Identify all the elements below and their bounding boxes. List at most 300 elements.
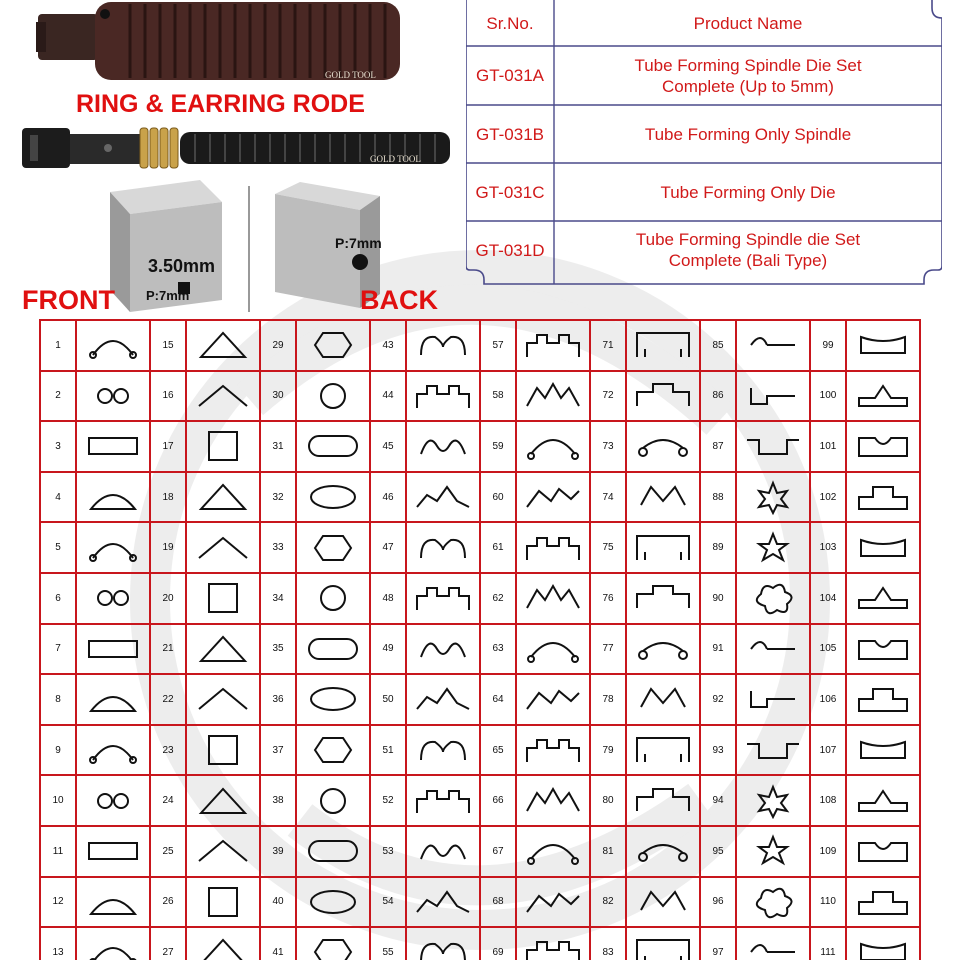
profile-row [40,927,920,960]
profile-shape [406,472,480,523]
profile-number: 45 [370,421,406,472]
profile-number: 69 [480,927,516,960]
profile-number: 11 [40,826,76,877]
profile-number: 43 [370,320,406,371]
profile-shape [516,624,590,675]
header-sr-no: Sr.No. [486,13,534,33]
profile-shape [516,573,590,624]
profile-shape [846,573,920,624]
profile-number: 68 [480,877,516,928]
profile-number: 107 [810,725,846,776]
profile-number: 12 [40,877,76,928]
profile-shape-icon [193,833,253,869]
profile-shape [626,522,700,573]
profile-shape [406,624,480,675]
profile-number: 9 [40,725,76,776]
profile-shape-icon [193,884,253,920]
profile-shape-icon [193,934,253,960]
profile-shape-icon [743,934,803,960]
profile-number: 66 [480,775,516,826]
brand-mark-1: GOLD TOOL [325,70,376,80]
profile-shape [406,320,480,371]
profile-shape-icon [633,580,693,616]
profile-shape [736,725,810,776]
profile-shape-icon [633,378,693,414]
product-table [466,0,942,285]
profile-shape [406,371,480,422]
profile-shape-icon [193,428,253,464]
profile-number: 30 [260,371,296,422]
profile-shape [186,421,260,472]
profile-number: 105 [810,624,846,675]
profile-shape [736,320,810,371]
profile-number: 38 [260,775,296,826]
profile-shape-icon [193,378,253,414]
profile-shape [186,775,260,826]
profile-shape-icon [633,934,693,960]
profile-shape [626,320,700,371]
profile-number: 4 [40,472,76,523]
profile-shape [736,522,810,573]
profile-shape [516,674,590,725]
profile-number: 52 [370,775,406,826]
profile-number: 25 [150,826,186,877]
profile-shape-icon [193,580,253,616]
profile-number: 60 [480,472,516,523]
profile-number: 21 [150,624,186,675]
profile-shape [736,877,810,928]
profile-shape [516,472,590,523]
profile-row [40,624,920,675]
profile-shape [626,877,700,928]
profile-number: 77 [590,624,626,675]
profile-shape [626,624,700,675]
profile-shape-icon [853,530,913,566]
profile-shape-icon [83,479,143,515]
profile-shape-icon [303,884,363,920]
profile-number: 18 [150,472,186,523]
profile-shape-icon [523,631,583,667]
profile-shape [736,472,810,523]
profile-row [40,573,920,624]
profile-number: 78 [590,674,626,725]
profile-row [40,371,920,422]
profile-number: 10 [40,775,76,826]
profile-number: 88 [700,472,736,523]
profile-shape [76,725,150,776]
profile-shape-icon [523,783,583,819]
profile-shape [406,725,480,776]
profile-number: 57 [480,320,516,371]
profile-shape-icon [523,732,583,768]
profile-number: 97 [700,927,736,960]
profile-shape-icon [853,378,913,414]
profile-shape-icon [743,327,803,363]
profile-number: 48 [370,573,406,624]
profile-shape-icon [303,530,363,566]
profile-shape-icon [853,884,913,920]
profile-shape [406,927,480,960]
profile-shape [736,624,810,675]
profile-shape [296,371,370,422]
profile-row [40,775,920,826]
profile-shape [846,320,920,371]
profile-shape [846,927,920,960]
profile-shape-icon [853,732,913,768]
profile-shape-icon [523,327,583,363]
profile-shape [296,775,370,826]
profile-shape [76,573,150,624]
profile-shape-icon [523,934,583,960]
profile-number: 74 [590,472,626,523]
profile-number: 103 [810,522,846,573]
profile-number: 31 [260,421,296,472]
front-die-size: 3.50mm [148,256,216,276]
profile-number: 85 [700,320,736,371]
profile-shape [736,826,810,877]
profile-number: 82 [590,877,626,928]
profile-shape [626,775,700,826]
profile-number: 80 [590,775,626,826]
profile-number: 83 [590,927,626,960]
profile-shape [406,522,480,573]
profile-shape [296,674,370,725]
row-name: Tube Forming Only Spindle [644,124,852,144]
profile-shape [846,674,920,725]
profile-shape [296,624,370,675]
profile-shape-icon [523,530,583,566]
profile-number: 6 [40,573,76,624]
profile-row [40,320,920,371]
profile-shape-icon [853,428,913,464]
profile-number: 111 [810,927,846,960]
profile-shape-icon [413,580,473,616]
profile-shape-icon [193,479,253,515]
profile-shape-icon [633,631,693,667]
profile-shape-icon [853,580,913,616]
profile-shape-icon [523,428,583,464]
profile-shape [186,877,260,928]
profile-shape [186,725,260,776]
profile-shape-icon [413,428,473,464]
profile-number: 32 [260,472,296,523]
profile-shape [736,775,810,826]
profile-shape-icon [303,378,363,414]
profile-shape-icon [303,327,363,363]
profile-shape [296,320,370,371]
profile-number: 102 [810,472,846,523]
profile-shape-icon [743,530,803,566]
row-name: Tube Forming Spindle Die Set Complete (Up to 5mm) [634,55,862,96]
profile-shape-icon [523,681,583,717]
profile-row [40,522,920,573]
profile-shape-icon [743,580,803,616]
profile-shape [516,877,590,928]
profile-number: 47 [370,522,406,573]
profile-shape-icon [523,884,583,920]
profile-shape-icon [83,934,143,960]
profile-number: 35 [260,624,296,675]
profile-shape [846,877,920,928]
profile-shape-icon [633,327,693,363]
profile-shape [736,371,810,422]
profile-number: 2 [40,371,76,422]
profile-shape [846,421,920,472]
profile-shape-icon [743,833,803,869]
profile-shape-icon [523,378,583,414]
profile-number: 33 [260,522,296,573]
profile-shape [626,674,700,725]
profile-table [39,319,921,960]
profile-number: 62 [480,573,516,624]
profile-shape-icon [523,479,583,515]
profile-number: 93 [700,725,736,776]
profile-shape-icon [83,378,143,414]
profile-shape-icon [83,732,143,768]
profile-shape [76,927,150,960]
profile-shape [76,624,150,675]
profile-shape-icon [853,681,913,717]
profile-number: 54 [370,877,406,928]
profile-shape [406,826,480,877]
profile-shape-icon [743,631,803,667]
tools-illustration [0,0,460,320]
row-name: Tube Forming Spindle die Set Complete (Bali Type) [635,230,861,270]
profile-shape [626,371,700,422]
profile-shape-icon [413,327,473,363]
profile-number: 110 [810,877,846,928]
profile-shape [626,421,700,472]
profile-shape [406,674,480,725]
profile-shape [516,725,590,776]
profile-shape-icon [413,378,473,414]
profile-number: 46 [370,472,406,523]
profile-shape-icon [743,884,803,920]
profile-shape-icon [413,530,473,566]
profile-shape [76,522,150,573]
profile-shape-icon [303,732,363,768]
front-die-pitch: P:7mm [146,288,190,303]
profile-number: 36 [260,674,296,725]
profile-number: 22 [150,674,186,725]
brand-mark-2: GOLD TOOL [370,154,421,164]
profile-row [40,421,920,472]
profile-shape-icon [413,884,473,920]
row-code: GT-031B [475,124,545,144]
profile-shape [406,877,480,928]
profile-shape [516,421,590,472]
profile-number: 44 [370,371,406,422]
profile-shape-icon [413,681,473,717]
profile-number: 75 [590,522,626,573]
profile-number: 95 [700,826,736,877]
row-code: GT-031D [475,240,545,260]
profile-shape-icon [193,530,253,566]
profile-number: 81 [590,826,626,877]
profile-row [40,472,920,523]
profile-shape-icon [633,479,693,515]
profile-shape [296,421,370,472]
profile-number: 92 [700,674,736,725]
profile-number: 15 [150,320,186,371]
profile-shape-icon [303,681,363,717]
profile-number: 72 [590,371,626,422]
profile-number: 94 [700,775,736,826]
profile-number: 90 [700,573,736,624]
profile-shape [406,421,480,472]
profile-number: 40 [260,877,296,928]
profile-number: 79 [590,725,626,776]
profile-shape [76,877,150,928]
profile-number: 8 [40,674,76,725]
profile-row [40,826,920,877]
profile-shape [76,775,150,826]
profile-shape-icon [83,580,143,616]
profile-number: 29 [260,320,296,371]
profile-shape-icon [83,681,143,717]
profile-shape [296,573,370,624]
profile-number: 101 [810,421,846,472]
profile-shape [846,522,920,573]
back-die-pitch: P:7mm [335,235,382,251]
profile-number: 7 [40,624,76,675]
profile-shape-icon [413,833,473,869]
profile-number: 76 [590,573,626,624]
profile-number: 3 [40,421,76,472]
profile-number: 99 [810,320,846,371]
profile-shape [186,320,260,371]
profile-number: 27 [150,927,186,960]
profile-shape-icon [743,732,803,768]
profile-shape-icon [83,833,143,869]
profile-number: 19 [150,522,186,573]
profile-number: 87 [700,421,736,472]
profile-number: 73 [590,421,626,472]
profile-shape-icon [413,479,473,515]
profile-number: 51 [370,725,406,776]
profile-shape-icon [413,934,473,960]
profile-shape [296,522,370,573]
profile-shape [736,674,810,725]
profile-number: 37 [260,725,296,776]
profile-number: 50 [370,674,406,725]
profile-shape [516,826,590,877]
ring-rode-label: RING & EARRING RODE [76,90,365,118]
profile-number: 1 [40,320,76,371]
profile-grid [39,319,921,960]
profile-shape-icon [743,479,803,515]
profile-number: 49 [370,624,406,675]
profile-number: 58 [480,371,516,422]
profile-number: 67 [480,826,516,877]
profile-shape-icon [743,681,803,717]
profile-shape-icon [413,631,473,667]
front-label: FRONT [22,285,115,315]
profile-shape [626,472,700,523]
profile-number: 16 [150,371,186,422]
profile-number: 23 [150,725,186,776]
profile-shape-icon [303,833,363,869]
profile-shape-icon [83,783,143,819]
profile-shape [76,472,150,523]
profile-shape [186,674,260,725]
profile-shape [626,573,700,624]
profile-shape-icon [193,681,253,717]
profile-shape-icon [853,833,913,869]
profile-shape-icon [633,530,693,566]
profile-number: 65 [480,725,516,776]
profile-shape-icon [853,934,913,960]
profile-number: 89 [700,522,736,573]
profile-number: 34 [260,573,296,624]
profile-number: 63 [480,624,516,675]
profile-shape-icon [193,631,253,667]
profile-shape-icon [83,327,143,363]
profile-shape [846,624,920,675]
profile-shape-icon [633,833,693,869]
profile-number: 17 [150,421,186,472]
profile-shape [846,725,920,776]
profile-shape [296,725,370,776]
profile-number: 108 [810,775,846,826]
profile-shape [76,320,150,371]
back-label: BACK [360,285,438,315]
profile-shape [186,522,260,573]
profile-row [40,725,920,776]
profile-shape [846,371,920,422]
profile-shape [516,320,590,371]
profile-shape [296,877,370,928]
profile-shape [516,775,590,826]
profile-row [40,674,920,725]
profile-shape-icon [303,783,363,819]
row-name: Tube Forming Only Die [660,182,836,202]
profile-shape-icon [303,934,363,960]
row-code: GT-031A [475,66,545,85]
profile-shape [186,573,260,624]
profile-shape [736,927,810,960]
profile-shape-icon [303,631,363,667]
profile-shape [846,775,920,826]
profile-shape [516,522,590,573]
profile-shape-icon [853,631,913,667]
profile-shape [186,624,260,675]
profile-number: 13 [40,927,76,960]
profile-number: 5 [40,522,76,573]
profile-shape [76,371,150,422]
profile-shape-icon [633,732,693,768]
profile-number: 59 [480,421,516,472]
profile-shape-icon [303,479,363,515]
profile-number: 71 [590,320,626,371]
profile-shape [186,927,260,960]
profile-shape [296,927,370,960]
profile-number: 26 [150,877,186,928]
profile-number: 104 [810,573,846,624]
profile-row [40,877,920,928]
profile-shape-icon [303,428,363,464]
profile-number: 106 [810,674,846,725]
profile-shape-icon [83,530,143,566]
profile-number: 55 [370,927,406,960]
profile-shape-icon [743,783,803,819]
profile-shape [736,421,810,472]
profile-shape [76,674,150,725]
profile-shape-icon [413,783,473,819]
profile-number: 24 [150,775,186,826]
profile-shape [736,573,810,624]
profile-shape [846,472,920,523]
